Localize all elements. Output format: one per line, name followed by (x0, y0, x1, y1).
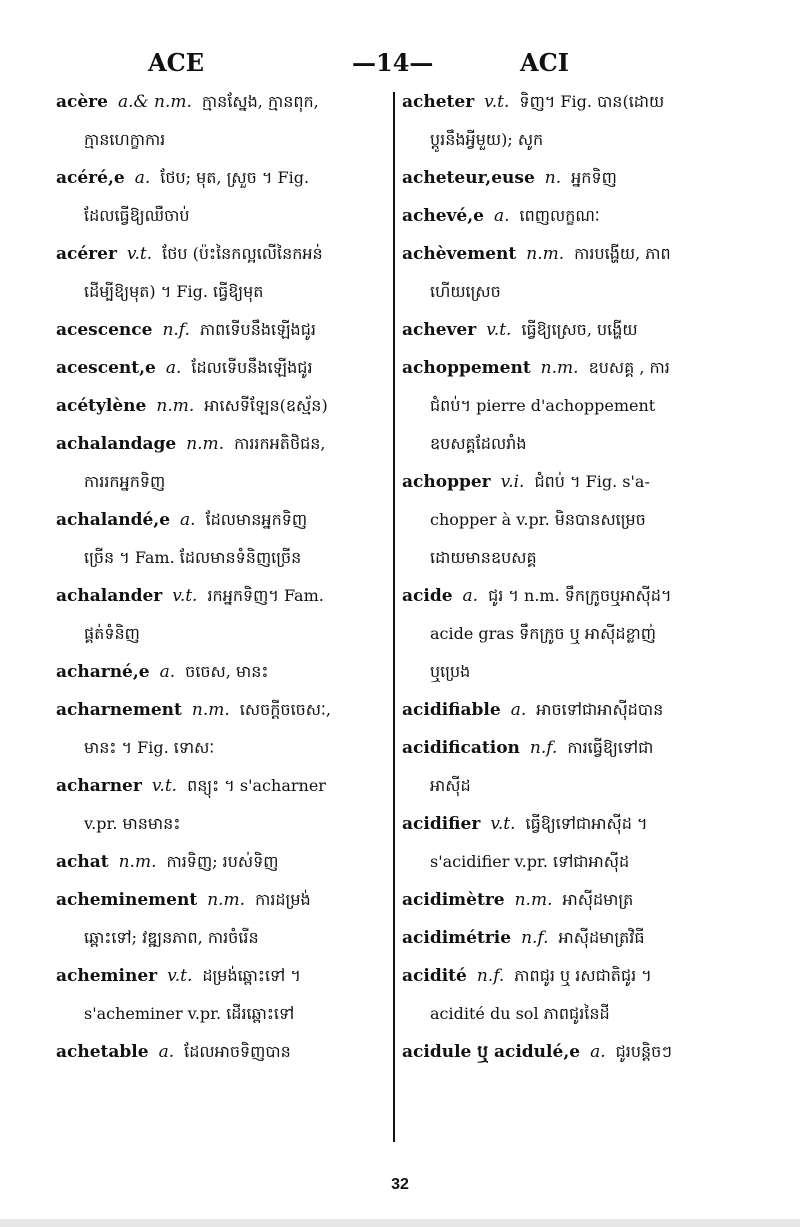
entry-term: acheminer (56, 966, 158, 986)
entry-definition-text: ដែលអាចទិញបាន (184, 1042, 291, 1061)
dictionary-entry (402, 586, 752, 700)
entry-definition-text: ការដម្រង់ (255, 890, 311, 909)
entry-grammar: n.f. (476, 966, 505, 986)
left-guide-word: ACE (148, 48, 205, 77)
entry-continuation-line (402, 1004, 752, 1042)
entry-continuation-line (56, 814, 396, 852)
entry-definition-text: ឬប្រេង (430, 662, 471, 681)
dictionary-entry (402, 244, 752, 320)
entry-grammar: a. (510, 700, 527, 720)
entry-term: acidimétrie (402, 928, 512, 948)
entry-definition-text: ឆ្ពោះទៅ; វឌ្ឍនភាព, ការចំរើន (84, 928, 259, 947)
page-section-number: —14— (352, 48, 434, 77)
entry-first-line (56, 396, 396, 434)
dictionary-entry (56, 244, 396, 320)
entry-first-line (56, 776, 396, 814)
dictionary-entry (56, 852, 396, 890)
entry-first-line (402, 92, 752, 130)
entry-first-line (56, 586, 396, 624)
dictionary-entry (56, 320, 396, 358)
entry-definition-text: ការធ្វើឱ្យទៅជា (567, 738, 654, 757)
entry-first-line (56, 92, 396, 130)
entry-grammar: n.m. (540, 358, 579, 378)
entry-first-line (56, 320, 396, 358)
entry-term: acidifiable (402, 700, 501, 720)
entry-first-line (56, 434, 396, 472)
entry-continuation-line (402, 396, 752, 434)
entry-grammar: a. (159, 662, 176, 682)
entry-grammar: n.m. (156, 396, 195, 416)
entry-term: acharner (56, 776, 142, 796)
entry-grammar: a. (158, 1042, 175, 1062)
entry-term: acescence (56, 320, 153, 340)
entry-definition-text: s'acidifier v.pr. ទៅជាអាស៊ីដ (430, 852, 630, 871)
entry-definition-text: ក្មានស្នែង, ក្មានពុក, (201, 92, 319, 111)
dictionary-entry (402, 1042, 752, 1080)
entry-continuation-line (402, 776, 752, 814)
entry-first-line (402, 244, 752, 282)
entry-definition-text: ជំពប់ ។ Fig. s'a- (534, 472, 650, 491)
dictionary-entry (56, 396, 396, 434)
entry-grammar: a. (462, 586, 479, 606)
entry-definition-text: ដែលមានអ្នកទិញ (205, 510, 308, 529)
entry-term: acescent,e (56, 358, 156, 378)
entry-first-line (402, 358, 752, 396)
entry-term: acéré,e (56, 168, 125, 188)
entry-first-line (56, 244, 396, 282)
entry-grammar: a. (165, 358, 182, 378)
entry-definition-text: អាចទៅជាអាស៊ីដបាន (536, 700, 664, 719)
dictionary-entry (56, 586, 396, 662)
entry-first-line (56, 662, 396, 700)
entry-first-line (56, 966, 396, 1004)
entry-term: acétylène (56, 396, 147, 416)
entry-definition-text: v.pr. មានមានះ (84, 814, 181, 833)
entry-term: achalandé,e (56, 510, 171, 530)
entry-definition-text: ការរកអតិថិជន, (234, 434, 326, 453)
dictionary-entry (56, 966, 396, 1042)
entry-definition-text: ឧបសគ្គដែលរាំង (430, 434, 527, 453)
entry-continuation-line (402, 662, 752, 700)
entry-definition-text: ធ្វើឱ្យស្រេច, បង្ហើយ (521, 320, 638, 339)
entry-grammar: v.i. (500, 472, 525, 492)
entry-term: acidimètre (402, 890, 505, 910)
entry-term: achalandage (56, 434, 177, 454)
entry-continuation-line (56, 624, 396, 662)
entry-first-line (402, 472, 752, 510)
dictionary-entry (56, 434, 396, 510)
entry-continuation-line (402, 510, 752, 548)
entry-term: achalander (56, 586, 163, 606)
entry-first-line (56, 1042, 396, 1080)
dictionary-entry (56, 92, 396, 168)
entry-definition-text: s'acheminer v.pr. ដើរឆ្ពោះទៅ (84, 1004, 295, 1023)
entry-grammar: n. (544, 168, 562, 188)
entry-continuation-line (402, 434, 752, 472)
entry-term: achat (56, 852, 109, 872)
entry-definition-text: ប្តូរនឹងអ្វីមួយ); សូក (430, 130, 544, 149)
dictionary-entry (56, 358, 396, 396)
entry-term: achever (402, 320, 477, 340)
page-number: 32 (391, 1176, 409, 1193)
entry-definition-text: រកអ្នកទិញ។ Fam. (207, 586, 324, 605)
entry-grammar: a. (134, 168, 151, 188)
entry-grammar: n.m. (191, 700, 230, 720)
entry-grammar: a. (590, 1042, 606, 1062)
entry-first-line (56, 358, 396, 396)
entry-term: acidifier (402, 814, 481, 834)
entry-definition-text: ដែលទើបនឹងឡើងជូរ (191, 358, 313, 377)
entry-definition-text: ពេញលក្ខណៈ (519, 206, 600, 225)
entry-term: acharnement (56, 700, 182, 720)
dictionary-entry (402, 890, 752, 928)
entry-definition-text: ដម្រង់ឆ្ពោះទៅ ។ (202, 966, 301, 985)
entry-term: acère (56, 92, 108, 112)
entry-term: acheter (402, 92, 475, 112)
entry-term: acide (402, 586, 453, 606)
entry-first-line (402, 966, 752, 1004)
dictionary-entry (402, 472, 752, 586)
entry-first-line (402, 890, 752, 928)
entry-continuation-line (402, 624, 752, 662)
entry-first-line (56, 510, 396, 548)
entry-definition-text: ហើយស្រេច (430, 282, 501, 301)
entry-continuation-line (56, 130, 396, 168)
dictionary-entry (56, 700, 396, 776)
entry-grammar: n.f. (529, 738, 558, 758)
entry-grammar: n.f. (162, 320, 190, 340)
entry-definition-text: ការទិញ; របស់ទិញ (166, 852, 279, 871)
entry-continuation-line (402, 282, 752, 320)
entry-first-line (402, 206, 752, 244)
entry-grammar: v.t. (167, 966, 193, 986)
entry-grammar: a. (493, 206, 510, 226)
entry-grammar: a. (180, 510, 196, 530)
dictionary-entry (56, 662, 396, 700)
entry-term: acidité (402, 966, 467, 986)
dictionary-entry (402, 168, 752, 206)
entry-definition-text: ជំពប់។ pierre d'achoppement (430, 396, 656, 415)
entry-continuation-line (56, 928, 396, 966)
dictionary-entry (56, 890, 396, 966)
entry-first-line (402, 700, 752, 738)
dictionary-entry (402, 700, 752, 738)
entry-grammar: v.t. (484, 92, 510, 112)
entry-definition-text: ច្រើន ។ Fam. ដែលមានទំនិញច្រើន (84, 548, 302, 567)
entry-definition-text: ការរកអ្នកទិញ (84, 472, 166, 491)
column-divider (393, 92, 395, 1142)
entry-first-line (402, 320, 752, 358)
entry-definition-text: ផ្គត់ទំនិញ (84, 624, 140, 643)
entry-grammar: v.t. (490, 814, 516, 834)
entry-continuation-line (56, 548, 396, 586)
dictionary-entry (402, 738, 752, 814)
entry-term: achevé,e (402, 206, 484, 226)
dictionary-entry (56, 510, 396, 586)
entry-definition-text: ពន្យុះ ។ s'acharner (187, 776, 326, 795)
entry-definition-text: អ្នកទិញ (571, 168, 617, 187)
entry-first-line (402, 814, 752, 852)
entry-first-line (56, 890, 396, 928)
entry-continuation-line (56, 1004, 396, 1042)
entry-definition-text: ការបង្ហើយ, ភាព (574, 244, 671, 263)
entry-term: achetable (56, 1042, 149, 1062)
entry-grammar: a.& n.m. (117, 92, 192, 112)
dictionary-entry (402, 814, 752, 890)
entry-definition-text: ថែប; មុត, ស្រួច ។ Fig. (160, 168, 310, 187)
entry-term: acheteur,euse (402, 168, 535, 188)
entry-definition-text: acidité du sol ភាពជូរនៃដី (430, 1004, 610, 1023)
dictionary-entry (56, 168, 396, 244)
entry-grammar: n.f. (521, 928, 549, 948)
entry-term: acérer (56, 244, 117, 264)
entry-first-line (402, 928, 752, 966)
entry-definition-text: អាសេទីឡែន(ឧស្ម័ន) (204, 396, 328, 415)
entry-definition-text: ភាពជូរ ឬ រសជាតិជូរ ។ (514, 966, 652, 985)
dictionary-entry (402, 358, 752, 472)
entry-continuation-line (56, 472, 396, 510)
entry-definition-text: ជូរបន្តិចៗ (615, 1042, 672, 1061)
entry-definition-text: ថែប (ប៉ះនៃកល្អលើនៃកអន់ (162, 244, 323, 263)
entry-definition-text: អាស៊ីដមាត្រ (562, 890, 634, 909)
entry-definition-text: ដែលធ្វើឱ្យឈឺចាប់ (84, 206, 190, 225)
entry-definition-text: ធ្វើឱ្យទៅជាអាស៊ីដ ។ (525, 814, 648, 833)
entry-grammar: n.m. (186, 434, 225, 454)
entry-term: achoppement (402, 358, 531, 378)
entry-first-line (402, 738, 752, 776)
entry-definition-text: ជូរ ។ n.m. ទឹកក្រូចឬអាស៊ីដ។ (488, 586, 672, 605)
entry-first-line (56, 852, 396, 890)
entry-grammar: v.t. (172, 586, 198, 606)
entry-term: acheminement (56, 890, 198, 910)
entry-definition-text: ក្មានហេក្ខាការ (84, 130, 166, 149)
entry-term: acharné,e (56, 662, 150, 682)
entry-term: achopper (402, 472, 491, 492)
entry-grammar: n.m. (526, 244, 565, 264)
entry-definition-text: សេចក្តីចចេសៈ, (239, 700, 331, 719)
entry-continuation-line (56, 206, 396, 244)
entry-grammar: v.t. (151, 776, 178, 796)
entry-definition-text: chopper à v.pr. មិនបានសម្រេច (430, 510, 646, 529)
entry-continuation-line (402, 130, 752, 168)
dictionary-entry (56, 776, 396, 852)
entry-continuation-line (56, 738, 396, 776)
entry-first-line (402, 586, 752, 624)
entry-definition-text: ទិញ។ Fig. បាន(ដោយ (519, 92, 665, 111)
dictionary-entry (402, 92, 752, 168)
entry-definition-text: ដោយមានឧបសគ្គ (430, 548, 537, 567)
dictionary-entry (402, 206, 752, 244)
entry-continuation-line (56, 282, 396, 320)
bottom-band (0, 1219, 800, 1227)
entry-term: acidule ឬ acidulé,e (402, 1042, 581, 1062)
entry-term: acidification (402, 738, 520, 758)
entry-definition-text: អាស៊ីដមាត្រវិធី (558, 928, 645, 947)
entry-grammar: n.m. (514, 890, 553, 910)
dictionary-entry (402, 320, 752, 358)
entry-first-line (402, 1042, 752, 1080)
dictionary-entry (402, 928, 752, 966)
page-header (0, 48, 800, 88)
entry-definition-text: មានះ ។ Fig. ទោសៈ (84, 738, 215, 757)
entry-term: achèvement (402, 244, 517, 264)
dictionary-entry (56, 1042, 396, 1080)
entry-first-line (56, 168, 396, 206)
entry-definition-text: ភាពទើបនឹងឡើងជូរ (199, 320, 316, 339)
entry-continuation-line (402, 548, 752, 586)
entry-continuation-line (402, 852, 752, 890)
entry-grammar: n.m. (207, 890, 246, 910)
entry-definition-text: ឧបសគ្គ , ការ (588, 358, 670, 377)
entry-definition-text: អាស៊ីដ (430, 776, 471, 795)
right-guide-word: ACI (520, 48, 569, 77)
entry-definition-text: ចចេស, មានះ (185, 662, 269, 681)
dictionary-entry (402, 966, 752, 1042)
entry-definition-text: ដើម្បីឱ្យមុត) ។ Fig. ធ្វើឱ្យមុត (84, 282, 264, 301)
entry-first-line (402, 168, 752, 206)
entry-definition-text: acide gras ទឹកក្រូច ឬ អាស៊ីដខ្លាញ់ (430, 624, 656, 643)
entry-grammar: v.t. (486, 320, 512, 340)
entry-grammar: v.t. (126, 244, 153, 264)
entry-grammar: n.m. (118, 852, 157, 872)
entry-first-line (56, 700, 396, 738)
